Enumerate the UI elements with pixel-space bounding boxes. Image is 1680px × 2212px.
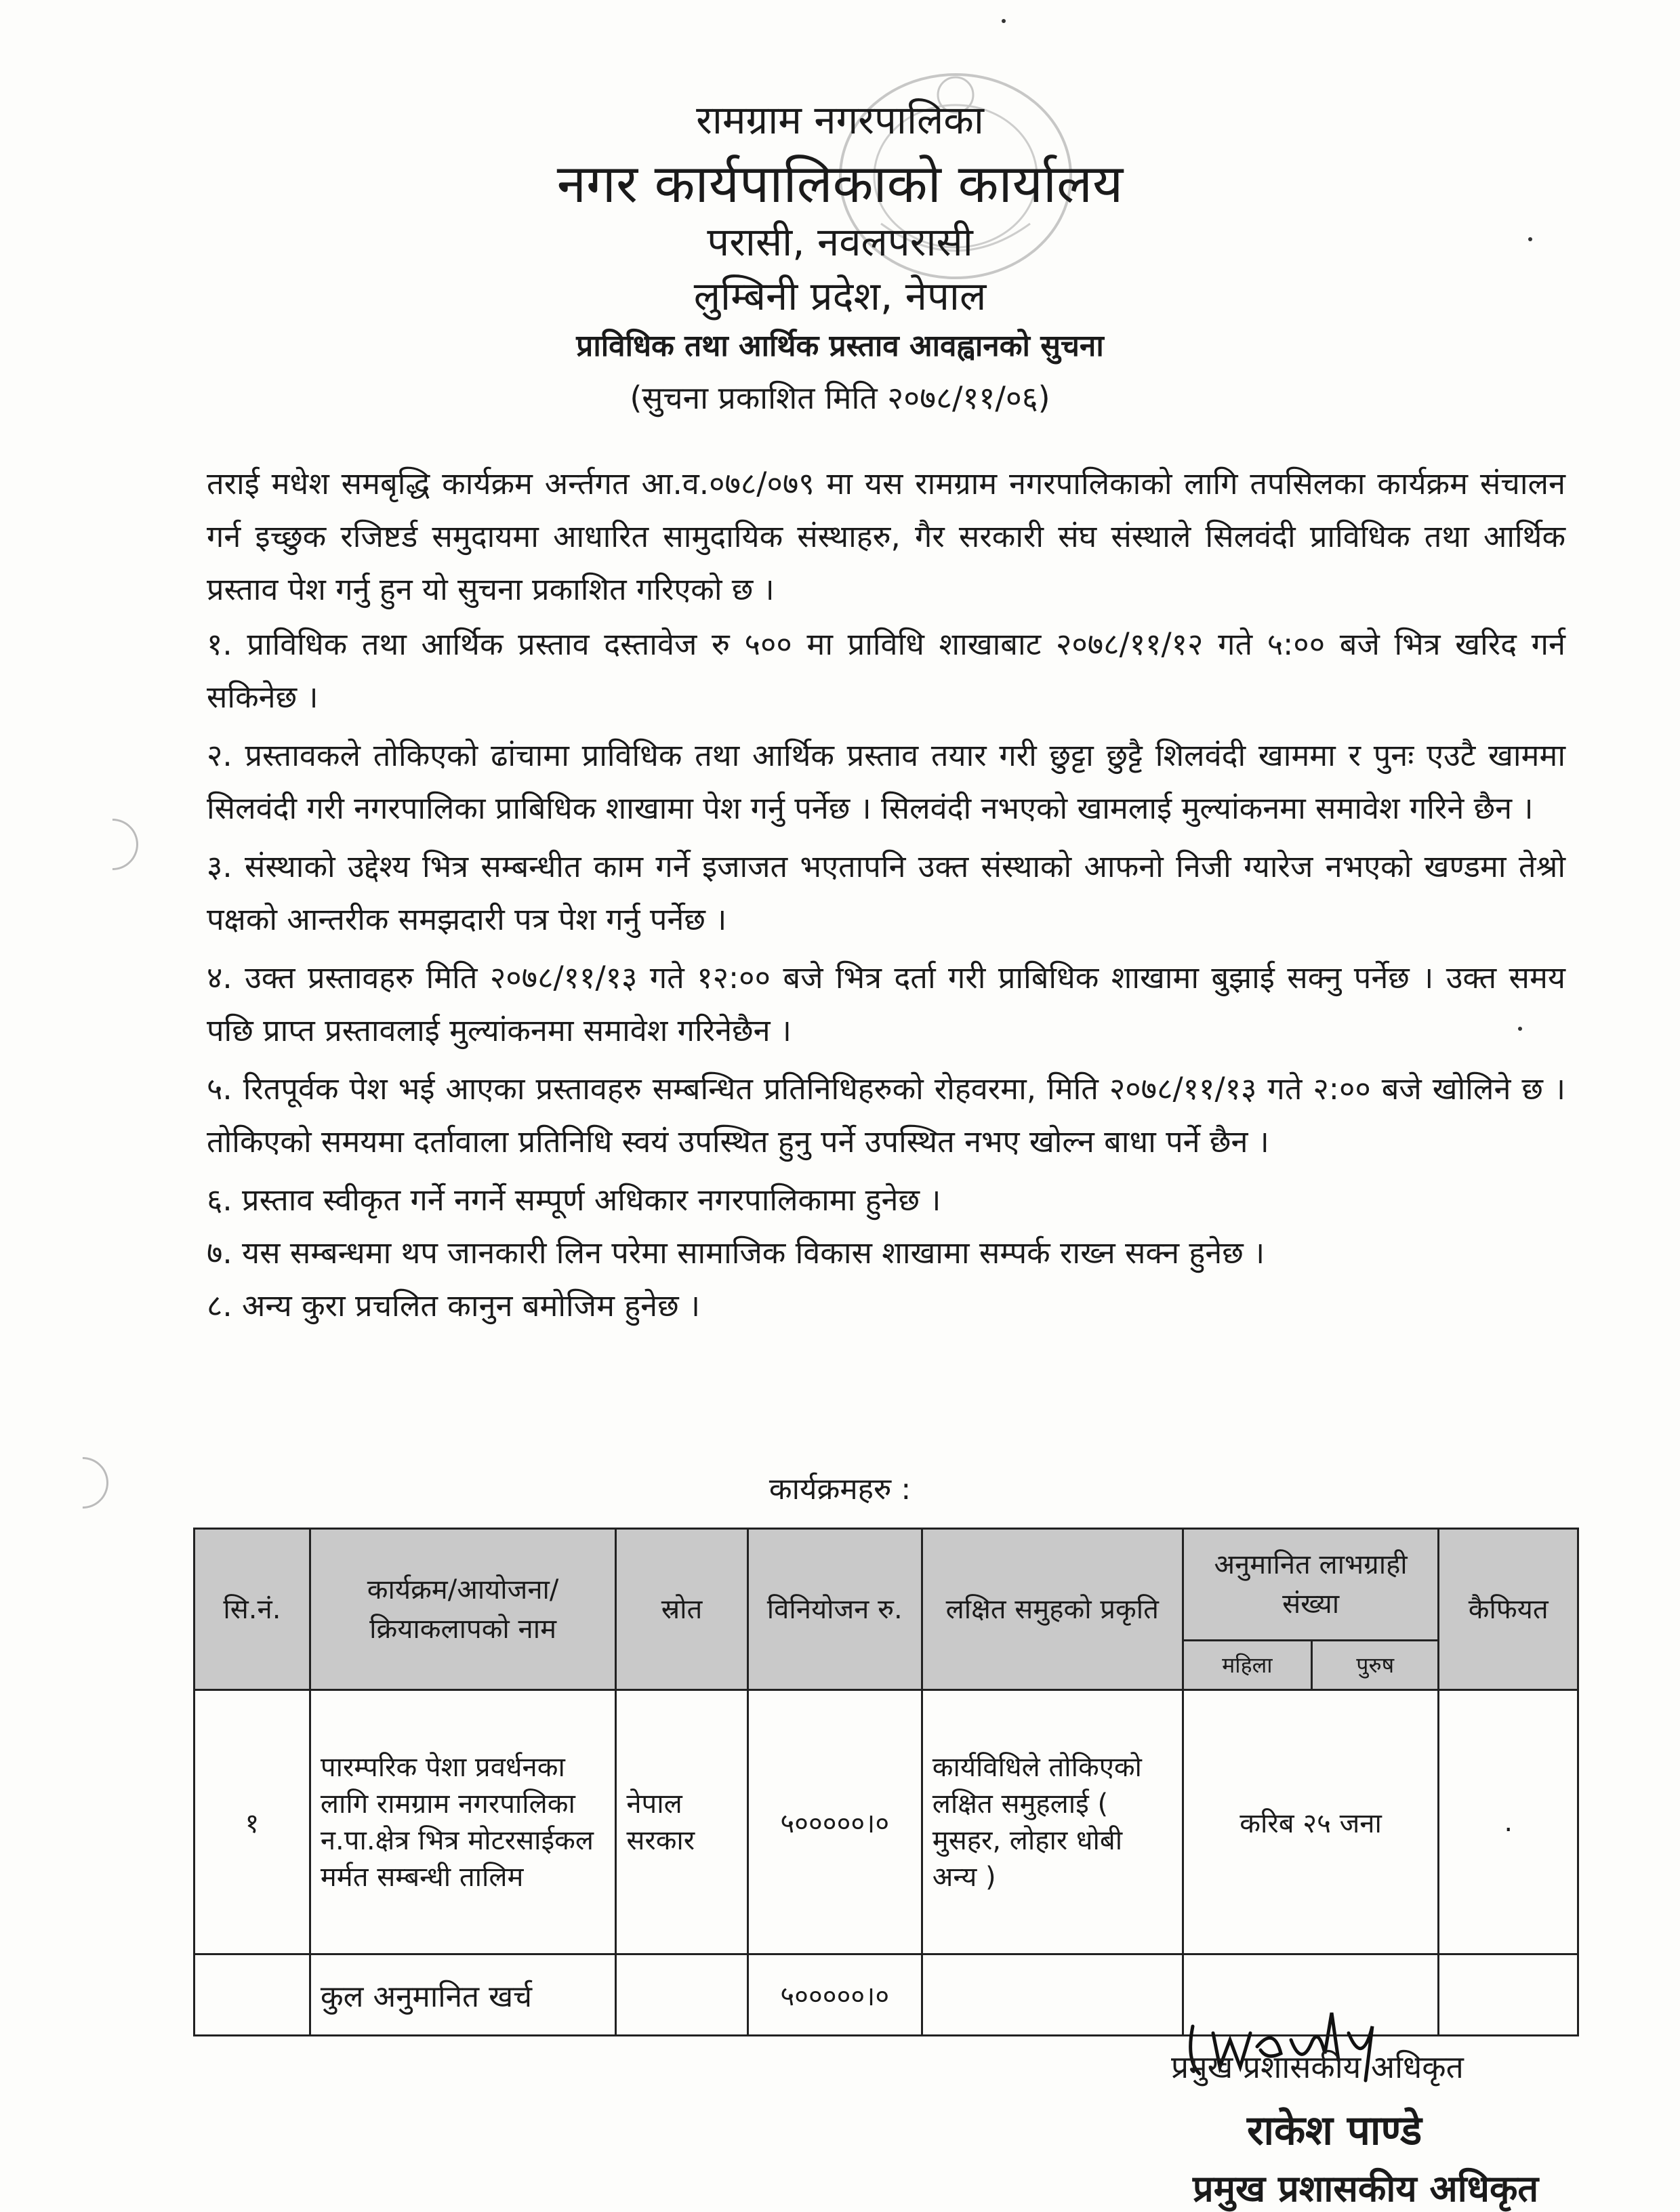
notice-point: ६. प्रस्ताव स्वीकृत गर्ने नगर्ने सम्पूर्ण अधिकार नगरपालिकामा हुनेछ । [207,1182,941,1218]
notice-points-list [207,618,1565,1332]
header-sn: सि.नं. [194,1529,310,1690]
cell-total-amount: ५०००००।० [747,1954,922,2036]
scan-speck [1002,19,1006,23]
notice-point: ८. अन्य कुरा प्रचलित कानुन बमोजिम हुनेछ । [207,1288,701,1324]
signatory-name: राकेश पाण्डे [1247,2107,1422,2154]
cell-target-group: कार्यविधिले तोकिएको लक्षित समुहलाई ( मुसहर, लोहार धोबी अन्य ) [922,1690,1183,1954]
cell-remarks: . [1439,1690,1578,1954]
header-male: पुरुष [1312,1641,1439,1690]
punch-hole [76,808,148,880]
table-caption: कार्यक्रमहरु : [769,1472,911,1507]
header-target-group: लक्षित समुहको प्रकृति [922,1529,1183,1690]
cell-empty [616,1954,747,2036]
province-name: लुम्बिनी प्रदेश, नेपाल [693,273,987,319]
municipality-name: रामग्राम नगरपालिका [696,97,984,143]
header-source: स्रोत [616,1529,747,1690]
cell-sn: १ [194,1690,310,1954]
notice-point: २. प्रस्तावकले तोकिएको ढांचामा प्राविधिक तथा आर्थिक प्रस्ताव तयार गरी छुट्टा छुट्टै शिलवंदी खाममा र पुनः एउटै खाममा सिलवंदी गरी नगरपालिका प्राबिधिक शाखामा पेश गर्नु पर्नेछ । सिलवंदी नभएको खामलाई मुल्यांकनमा समावेश गरिने छैन । [207,737,1565,826]
publish-date: (सुचना प्रकाशित मिति २०७८/११/०६) [630,380,1050,416]
district-name: परासी, नवलपरासी [707,219,973,265]
header-beneficiaries: अनुमानित लाभग्राही संख्या [1183,1529,1439,1641]
intro-paragraph: तराई मधेश समबृद्धि कार्यक्रम अर्न्तगत आ.व.०७८/०७९ मा यस रामग्राम नगरपालिकाको लागि तपसिलका कार्यक्रम संचालन गर्न इच्छुक रजिष्टर्ड समुदायमा आधारित सामुदायिक संस्थाहरु, गैर सरकारी संघ संस्थाले सिलवंदी प्राविधिक तथा आर्थिक प्रस्ताव पेश गर्नु हुन यो सुचना प्रकाशित गरिएको छ । [207,466,1565,607]
header-remarks: कैफियत [1439,1529,1578,1690]
signatory-title-stamp: प्रमुख प्रशासकीय अधिकृत [1193,2167,1539,2210]
header-allocation: विनियोजन रु. [747,1529,922,1690]
signatory-title: प्रमुख प्रशासकीय अधिकृत [1171,2049,1464,2085]
notice-point: ३. संस्थाको उद्देश्य भित्र सम्बन्धीत काम गर्ने इजाजत भएतापनि उक्त संस्थाको आफनो निजी ग्यारेज नभएको खण्डमा तेश्रो पक्षको आन्तरीक समझदारी पत्र पेश गर्नु पर्नेछ । [207,848,1565,937]
notice-point: ५. रितपूर्वक पेश भई आएका प्रस्तावहरु सम्बन्धित प्रतिनिधिहरुको रोहवरमा, मिति २०७८/११/१३ गते २:०० बजे खोलिने छ । तोकिएको समयमा दर्तावाला प्रतिनिधि स्वयं उपस्थित हुनु पर्ने उपस्थित नभए खोल्न बाधा पर्ने छैन । [207,1071,1565,1160]
cell-source: नेपाल सरकार [616,1690,747,1954]
notice-point: ७. यस सम्बन्धमा थप जानकारी लिन परेमा सामाजिक विकास शाखामा सम्पर्क राख्न सक्न हुनेछ । [207,1235,1265,1271]
cell-empty [922,1954,1183,2036]
office-name: नगर कार्यपालिकाको कार्यालय [556,154,1124,215]
cell-program-name: पारम्परिक पेशा प्रवर्धनका लागि रामग्राम नगरपालिका न.पा.क्षेत्र भित्र मोटरसाईकल मर्मत सम्बन्धी तालिम [310,1690,615,1954]
header-program-name: कार्यक्रम/आयोजना/क्रियाकलापको नाम [310,1529,615,1690]
table-header-row [194,1529,1578,1641]
cell-total-label: कुल अनुमानित खर्च [310,1954,615,2036]
notice-point: ४. उक्त प्रस्तावहरु मिति २०७८/११/१३ गते १२:०० बजे भित्र दर्ता गरी प्राबिधिक शाखामा बुझाई सक्नु पर्नेछ । उक्त समय पछि प्राप्त प्रस्तावलाई मुल्यांकनमा समावेश गरिनेछैन । [207,960,1565,1048]
cell-beneficiaries: करिब २५ जना [1183,1690,1439,1954]
cell-empty [194,1954,310,2036]
notice-title: प्राविधिक तथा आर्थिक प्रस्ताव आवह्वानको सुचना [576,329,1104,363]
programs-table [193,1528,1579,2036]
cell-empty [1439,1954,1578,2036]
header-female: महिला [1183,1641,1311,1690]
notice-point: १. प्राविधिक तथा आर्थिक प्रस्ताव दस्तावेज रु ५०० मा प्राविधि शाखाबाट २०७८/११/१२ गते ५:०० बजे भित्र खरिद गर्न सकिनेछ । [207,626,1565,715]
table-row [194,1690,1578,1954]
cell-allocation: ५०००००।० [747,1690,922,1954]
